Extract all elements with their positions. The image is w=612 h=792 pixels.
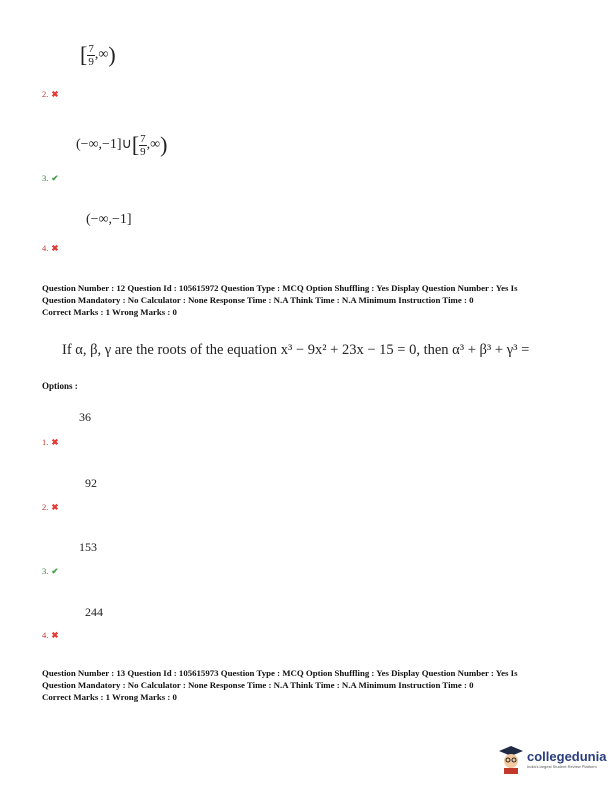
fraction-denominator: 9: [140, 145, 146, 158]
interval-tail: ,∞: [146, 137, 161, 153]
option-4-value: 244: [85, 605, 103, 619]
option-number: 1.: [42, 437, 49, 447]
option-number: 3.: [42, 173, 49, 183]
question-prefix: If α, β, γ are the roots of the equation: [62, 342, 281, 358]
question-equation: x³ − 9x² + 23x − 15 = 0: [280, 342, 417, 358]
option-2-value: 92: [85, 476, 97, 490]
prev-option-2-label: [42, 84, 59, 102]
interval-tail: ,∞: [94, 47, 109, 63]
metadata-line: Question Mandatory : No Calculator : None Response Time : N.A Think Time : N.A Minimum Instruction Time : 0: [42, 680, 474, 690]
options-heading: Options :: [42, 381, 78, 391]
option-3-value: 153: [79, 540, 97, 554]
metadata-line: Correct Marks : 1 Wrong Marks : 0: [42, 692, 177, 702]
prev-option-4-expression: [86, 212, 132, 228]
fraction-numerator: 7: [88, 42, 94, 55]
prev-option-4-label: [42, 238, 59, 256]
question-13-metadata: [42, 667, 582, 703]
option-2-label: [42, 497, 59, 515]
interval-expression: (−∞,−1]: [86, 212, 132, 227]
wrong-mark-icon: ✖: [51, 243, 59, 253]
wrong-mark-icon: ✖: [51, 502, 59, 512]
option-number: 4.: [42, 630, 49, 640]
prev-option-3-label: [42, 168, 59, 186]
question-12-metadata: [42, 282, 582, 318]
option-3-label: [42, 561, 59, 579]
option-number: 2.: [42, 502, 49, 512]
logo-tagline: India's largest Student Review Platform: [527, 764, 597, 769]
correct-check-icon: ✔: [51, 566, 59, 576]
option-1-value: 36: [79, 410, 91, 424]
interval-prefix: (−∞,−1]∪: [76, 137, 132, 153]
metadata-line: Question Number : 13 Question Id : 105615973 Question Type : MCQ Option Shuffling : Yes Display Question Number : Yes Is: [42, 668, 518, 678]
question-12-text: [62, 342, 529, 359]
fraction-numerator: 7: [140, 132, 146, 145]
wrong-mark-icon: ✖: [51, 437, 59, 447]
metadata-line: Question Mandatory : No Calculator : None Response Time : N.A Think Time : N.A Minimum Instruction Time : 0: [42, 295, 474, 305]
question-suffix: , then α³ + β³ + γ³ =: [416, 342, 530, 358]
graduate-mascot-icon: [497, 744, 525, 774]
prev-option-3-expression: (−∞,−1]∪[ $\frac{7}{9}$ ,∞): [76, 132, 168, 158]
metadata-line: Correct Marks : 1 Wrong Marks : 0: [42, 307, 177, 317]
wrong-mark-icon: ✖: [51, 89, 59, 99]
option-4-label: [42, 625, 59, 643]
prev-option-2-expression: [ $\frac{7}{9}$ ,∞): [80, 42, 116, 68]
wrong-mark-icon: ✖: [51, 630, 59, 640]
collegedunia-logo: [497, 744, 606, 774]
option-1-label: [42, 432, 59, 450]
option-number: 2.: [42, 89, 49, 99]
metadata-line: Question Number : 12 Question Id : 105615972 Question Type : MCQ Option Shuffling : Yes Display Question Number : Yes Is: [42, 283, 518, 293]
correct-check-icon: ✔: [51, 173, 59, 183]
option-number: 4.: [42, 243, 49, 253]
logo-wordmark: collegedunia: [527, 749, 607, 764]
option-number: 3.: [42, 566, 49, 576]
fraction-denominator: 9: [88, 55, 94, 68]
